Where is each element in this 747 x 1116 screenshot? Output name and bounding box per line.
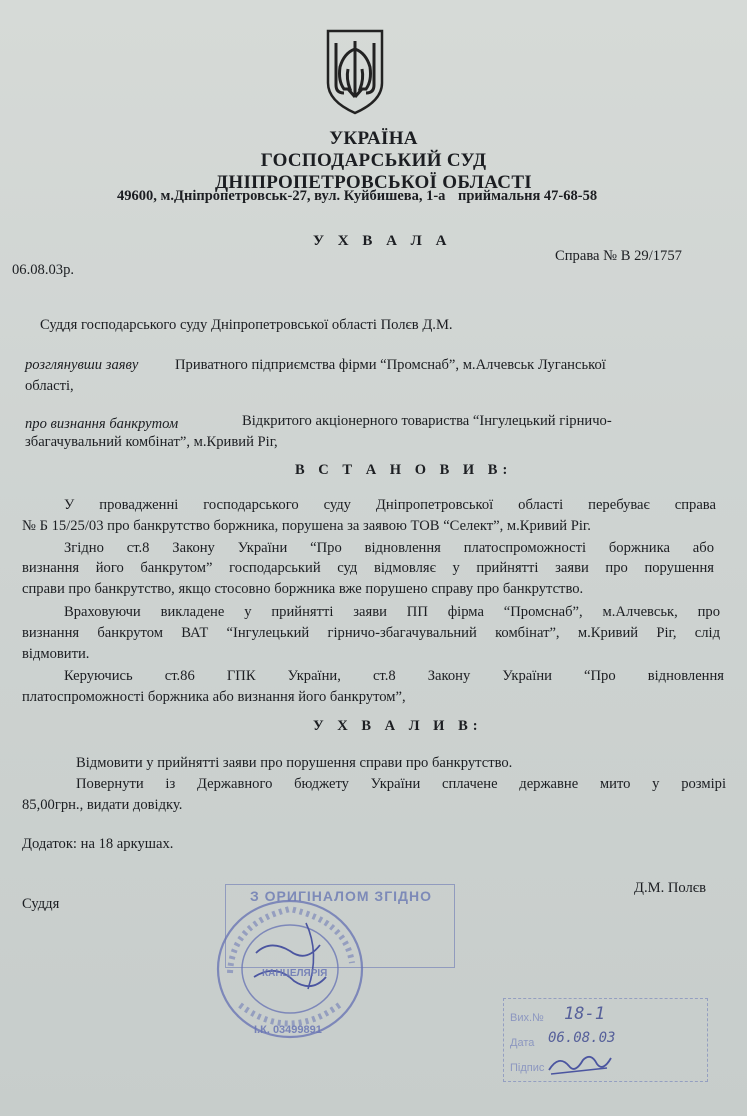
consider-label: розглянувши заяву <box>25 357 139 373</box>
decided-heading: У Х В А Л И В: <box>313 718 483 734</box>
recognition-label: про визнання банкрутом <box>25 416 179 432</box>
p4-line-1: Керуючись ст.86 ГПК України, ст.8 Закону України “Про відновлення <box>64 668 724 684</box>
p2-line-2: визнання його банкрутом” господарський суд відмовляє у прийнятті заяви про порушення <box>22 560 714 576</box>
reg-date-value: 06.08.03 <box>548 1030 616 1046</box>
seal-center-text: КАНЦЕЛЯРІЯ <box>262 968 328 979</box>
consider-text-line-2: області, <box>25 378 74 394</box>
reg-number-label: Вих.№ <box>510 1012 544 1024</box>
seal-code-text: І.К. 03499891 <box>254 1024 322 1036</box>
court-region: ДНІПРОПЕТРОВСЬКОЇ ОБЛАСТІ <box>215 172 532 193</box>
attachment-note: Додаток: на 18 аркушах. <box>22 836 174 852</box>
judge-label: Суддя <box>22 896 60 912</box>
case-number: Справа № В 29/1757 <box>555 248 682 264</box>
court-address: 49600, м.Дніпропетровськ-27, вул. Куйбишева, 1-а <box>117 188 446 204</box>
reg-number-value: 18-1 <box>564 1004 605 1024</box>
decision-2-line-1: Повернути із Державного бюджету України сплачене державне мито у розмірі <box>76 776 726 792</box>
p3-line-1: Враховуючи викладене у прийнятті заяви ПП фірма “Промснаб”, м.Алчевськ, про <box>64 604 720 620</box>
reg-sign-label: Підпис <box>510 1062 545 1074</box>
consider-text-line-1: Приватного підприємства фірми “Промснаб”, м.Алчевськ Луганської <box>175 357 606 373</box>
document-title: У Х В А Л А <box>313 233 452 249</box>
p2-line-1: Згідно ст.8 Закону України “Про відновлення платоспроможності боржника або <box>64 540 714 556</box>
decision-2-line-2: 85,00грн., видати довідку. <box>22 797 183 813</box>
p1-line-1: У провадженні господарського суду Дніпропетровської області перебуває справа <box>64 497 716 513</box>
p4-line-2: платоспроможності боржника або визнання його банкрутом”, <box>22 689 406 705</box>
recognition-text-line-1: Відкритого акціонерного товариства “Інгулецький гірничо- <box>242 413 612 429</box>
copy-stamp-text: З ОРИГІНАЛОМ ЗГІДНО <box>250 888 433 904</box>
judge-line: Суддя господарського суду Дніпропетровської області Полєв Д.М. <box>40 317 453 333</box>
established-heading: В С Т А Н О В И В: <box>295 462 513 478</box>
document-date: 06.08.03р. <box>12 262 75 278</box>
p2-line-3: справи про банкрутство, якщо стосовно боржника вже порушено справу про банкрутство. <box>22 581 584 597</box>
decision-1: Відмовити у прийнятті заяви про порушення справи про банкрутство. <box>76 755 513 771</box>
p3-line-3: відмовити. <box>22 646 90 662</box>
court-name: ГОСПОДАРСЬКИЙ СУД <box>260 150 487 171</box>
recognition-text-line-2: збагачувальний комбінат”, м.Кривий Ріг, <box>25 434 278 450</box>
judge-name: Д.М. Полєв <box>634 880 706 896</box>
trident-emblem-icon <box>322 27 388 115</box>
reg-date-label: Дата <box>510 1037 535 1049</box>
p1-line-2: № Б 15/25/03 про банкрутство боржника, порушена за заявою ТОВ “Селект”, м.Кривий Ріг. <box>22 518 591 534</box>
country-name: УКРАЇНА <box>329 128 418 149</box>
p3-line-2: визнання банкрутом ВАТ “Інгулецький гірничо-збагачувальний комбінат”, м.Кривий Ріг, слід <box>22 625 720 641</box>
court-phone: приймальня 47-68-58 <box>458 188 598 204</box>
reg-signature-icon <box>545 1050 615 1078</box>
